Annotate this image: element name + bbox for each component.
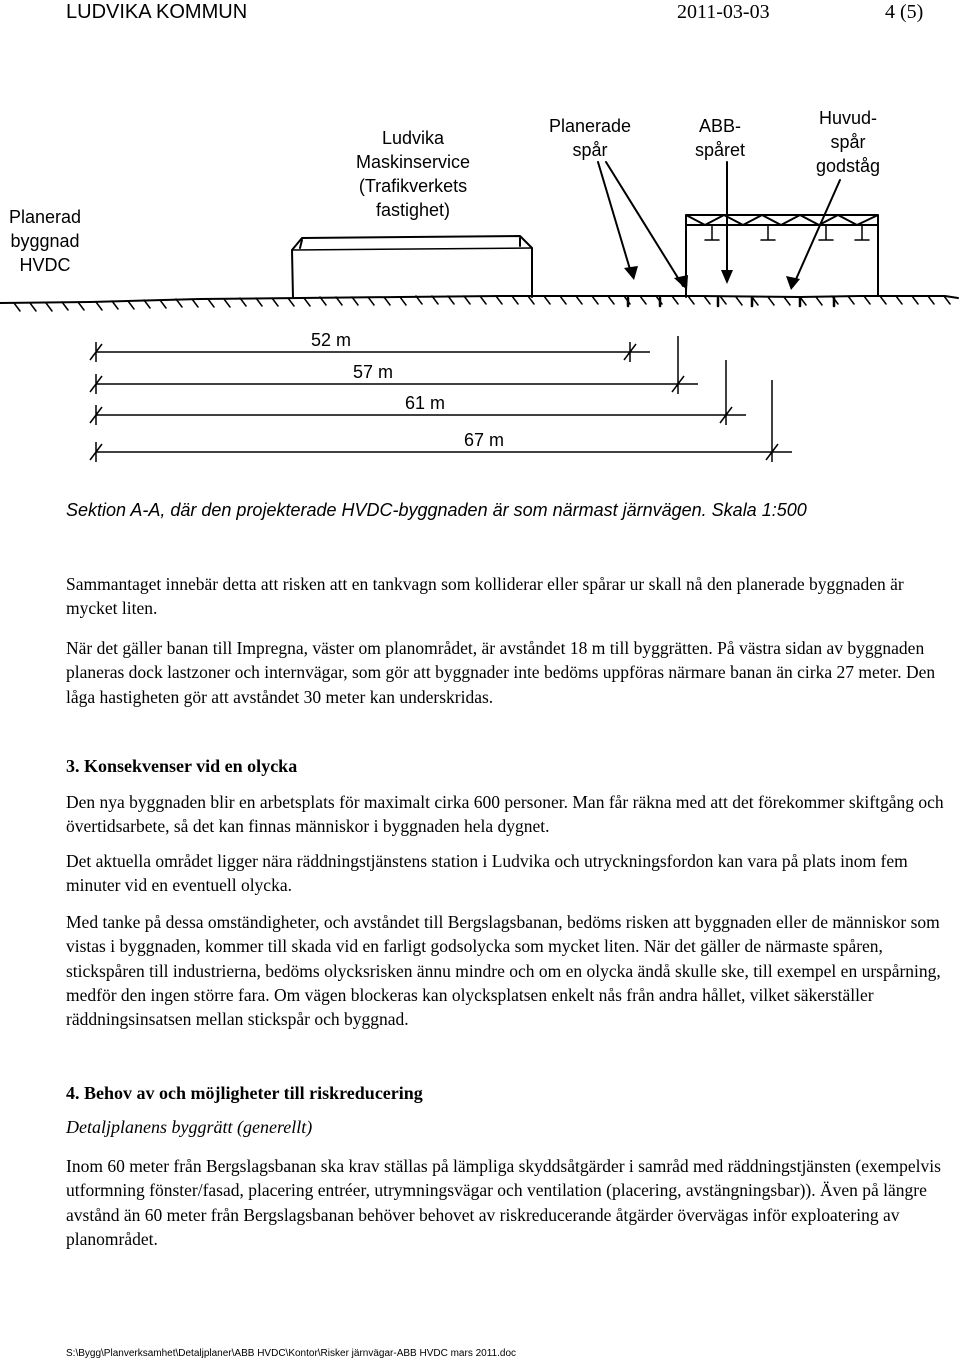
- dim-line-52m: [90, 342, 650, 362]
- paragraph-impregna: När det gäller banan till Impregna, väster om planområdet, är avståndet 18 m till byggrätten. På västra sidan av byggnaden planeras dock lastzoner och internvägar, som gör att byggnader inte bedöms uppföras närmare banan än cirka 27 meter. Den låga hastigheten gör att avståndet 30 meter kan underskridas.: [66, 638, 936, 707]
- paragraph-rescue-station: Det aktuella området ligger nära räddningstjänstens station i Ludvika och utryckningsfordon kan vara på plats inom fem minuter vid en eventuell olycka.: [66, 851, 908, 896]
- header-page-number: 4 (5): [885, 1, 924, 23]
- label-planned-tracks: Planerade spår: [548, 116, 632, 160]
- distance-label-57m: 57 m: [353, 362, 394, 382]
- label-planned-building: Planerad byggnad HVDC: [8, 207, 82, 275]
- catenary-portal: [686, 215, 878, 297]
- distance-label-52m: 52 m: [311, 330, 352, 350]
- arrow-planned-tracks-1: [598, 162, 632, 276]
- header-date: 2011-03-03: [677, 1, 770, 23]
- section-heading-4: 4. Behov av och möjligheter till riskreducering: [66, 1083, 423, 1103]
- section-heading-3: 3. Konsekvenser vid en olycka: [66, 756, 298, 776]
- header-org: LUDVIKA KOMMUN: [66, 1, 248, 23]
- paragraph-protective-measures: Inom 60 meter från Bergslagsbanan ska krav ställas på lämpliga skyddsåtgärder i samråd med räddningstjänsten (exempelvis utformning fönster/fasad, placering entréer, utrymningsvägar och ventilation (placering, avstängningsbar)). Även på längre avstånd än 60 meter från Bergslagsbanan behöver behovet av riskreducerande åtgärder övervägas inför exploatering av planområdet.: [66, 1156, 941, 1249]
- distance-label-61m: 61 m: [405, 393, 446, 413]
- distance-label-67m: 67 m: [464, 430, 505, 450]
- paragraph-workplace: Den nya byggnaden blir en arbetsplats för maximalt cirka 600 personer. Man får räkna med att det förekommer skiftgång och övertidsarbete, så det kan finnas människor i byggnaden hela dygnet.: [66, 792, 944, 837]
- section-diagram: [0, 0, 960, 480]
- label-abb-track: ABB- spåret: [694, 116, 746, 160]
- paragraph-summary: Sammantaget innebär detta att risken att en tankvagn som kolliderar eller spårar ur skall nå den planerade byggnaden är mycket liten.: [66, 574, 904, 619]
- subheading-building-rights: Detaljplanens byggrätt (generellt): [66, 1117, 313, 1137]
- figure-caption: Sektion A-A, där den projekterade HVDC-byggnaden är som närmast järnvägen. Skala 1:500: [66, 500, 807, 520]
- paragraph-circumstances: Med tanke på dessa omständigheter, och avståndet till Bergslagsbanan, bedöms risken att byggnaden eller de människor som vistas i byggnaden, kommer till skada vid en farligt godsolycka som mycket liten. När det gäller de närmaste spåren, stickspåren till industrierna, bedöms olycksrisken ännu mindre och om en olycka ändå skulle ske, till exempel en urspårning, medför den ingen större fara. Om vägen blockeras kan olycksplatsen enkelt nås från andra hållet, vilket säkerställer räddningsinsatsen mellan stickspår och byggnad.: [66, 912, 941, 1030]
- arrow-planned-tracks-2: [606, 162, 683, 286]
- label-maskinservice: Ludvika Maskinservice (Trafikverkets fastighet): [355, 128, 471, 220]
- dim-line-57m: [90, 336, 698, 394]
- label-main-track: Huvud- spår godståg: [815, 108, 881, 176]
- ground-hatch: [14, 296, 950, 311]
- arrow-main-track: [793, 180, 840, 286]
- footer-file-path: S:\Bygg\Planverksamhet\Detaljplaner\ABB HVDC\Kontor\Risker järnvägar-ABB HVDC mars 2011.doc: [66, 1348, 516, 1359]
- maskinservice-building: [292, 236, 532, 298]
